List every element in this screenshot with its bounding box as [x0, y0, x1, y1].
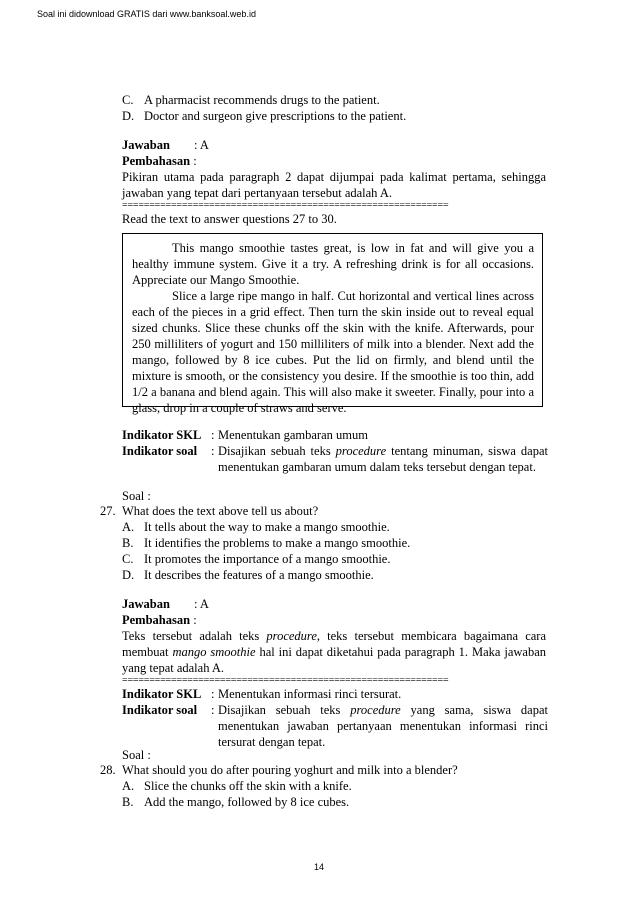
q26-option-d: D. Doctor and surgeon give prescriptions to the patient. [122, 109, 407, 123]
passage-paragraph-2: Slice a large ripe mango in half. Cut horizontal and vertical lines across each of the pieces in a grid effect. Then turn the skin inside out to reveal equal sized chunks. Slice these chunks off the skin with the knife. Afterwards, pour 250 milliliters of yogurt and 150 milliliters of milk into a blender. Next add the mango, followed by 8 ice cubes. Put the lid on firmly, and blend until the mixture is smooth, or the consistency you desire. If the smoothie is too thin, add 1/2 a banana and blend again. This will also make it sweeter. Finally, pour into a glass, drop in a couple of straws and serve. [132, 289, 534, 415]
q27-explanation-label: Pembahasan : [122, 613, 197, 627]
passage-paragraph-1: This mango smoothie tastes great, is low in fat and will give you a healthy immune system. Give it a try. A refreshing drink is for all occasions. Appreciate our Mango Smoothie. [132, 241, 534, 287]
reading-passage [122, 233, 543, 415]
q27-answer: Jawaban : A [122, 597, 209, 611]
q28-option-b: B. Add the mango, followed by 8 ice cubes. [122, 795, 350, 809]
source-header: Soal ini didownload GRATIS dari www.banksoal.web.id [37, 9, 256, 19]
q28-soal-label: Soal : [122, 748, 151, 762]
q26-option-c: C. A pharmacist recommends drugs to the patient. [122, 93, 380, 107]
q27-option-b: B. It identifies the problems to make a mango smoothie. [122, 536, 411, 550]
q27-option-d: D. It describes the features of a mango smoothie. [122, 568, 374, 582]
q27-option-c: C. It promotes the importance of a mango smoothie. [122, 552, 391, 566]
q26-answer: Jawaban : A [122, 138, 209, 152]
q28-option-a: A. Slice the chunks off the skin with a knife. [122, 779, 352, 793]
q28-question: What should you do after pouring yoghurt and milk into a blender? [122, 763, 458, 777]
q27-question: What does the text above tell us about? [122, 504, 319, 518]
instruction: Read the text to answer questions 27 to 30. [122, 212, 337, 226]
separator: ============================================================ [122, 675, 449, 686]
q27-soal-label: Soal : [122, 489, 151, 503]
q27-option-a: A. It tells about the way to make a mango smoothie. [122, 520, 390, 534]
q28-number: 28. [100, 763, 116, 777]
q26-explanation-text: Pikiran utama pada paragraph 2 dapat dijumpai pada kalimat pertama, sehingga jawaban yang tepat dari pertanyaan tersebut adalah A. [122, 170, 546, 200]
page-number: 14 [313, 862, 324, 872]
separator: ============================================================ [122, 200, 449, 211]
q26-explanation-label: Pembahasan : [122, 154, 197, 168]
q27-number: 27. [100, 504, 116, 518]
q27-explanation-text: Teks tersebut adalah teks procedure, teks tersebut membicara bagaimana cara membuat mango smoothie hal ini dapat diketahui pada paragraph 1. Maka jawaban yang tepat adalah A. [122, 629, 546, 675]
